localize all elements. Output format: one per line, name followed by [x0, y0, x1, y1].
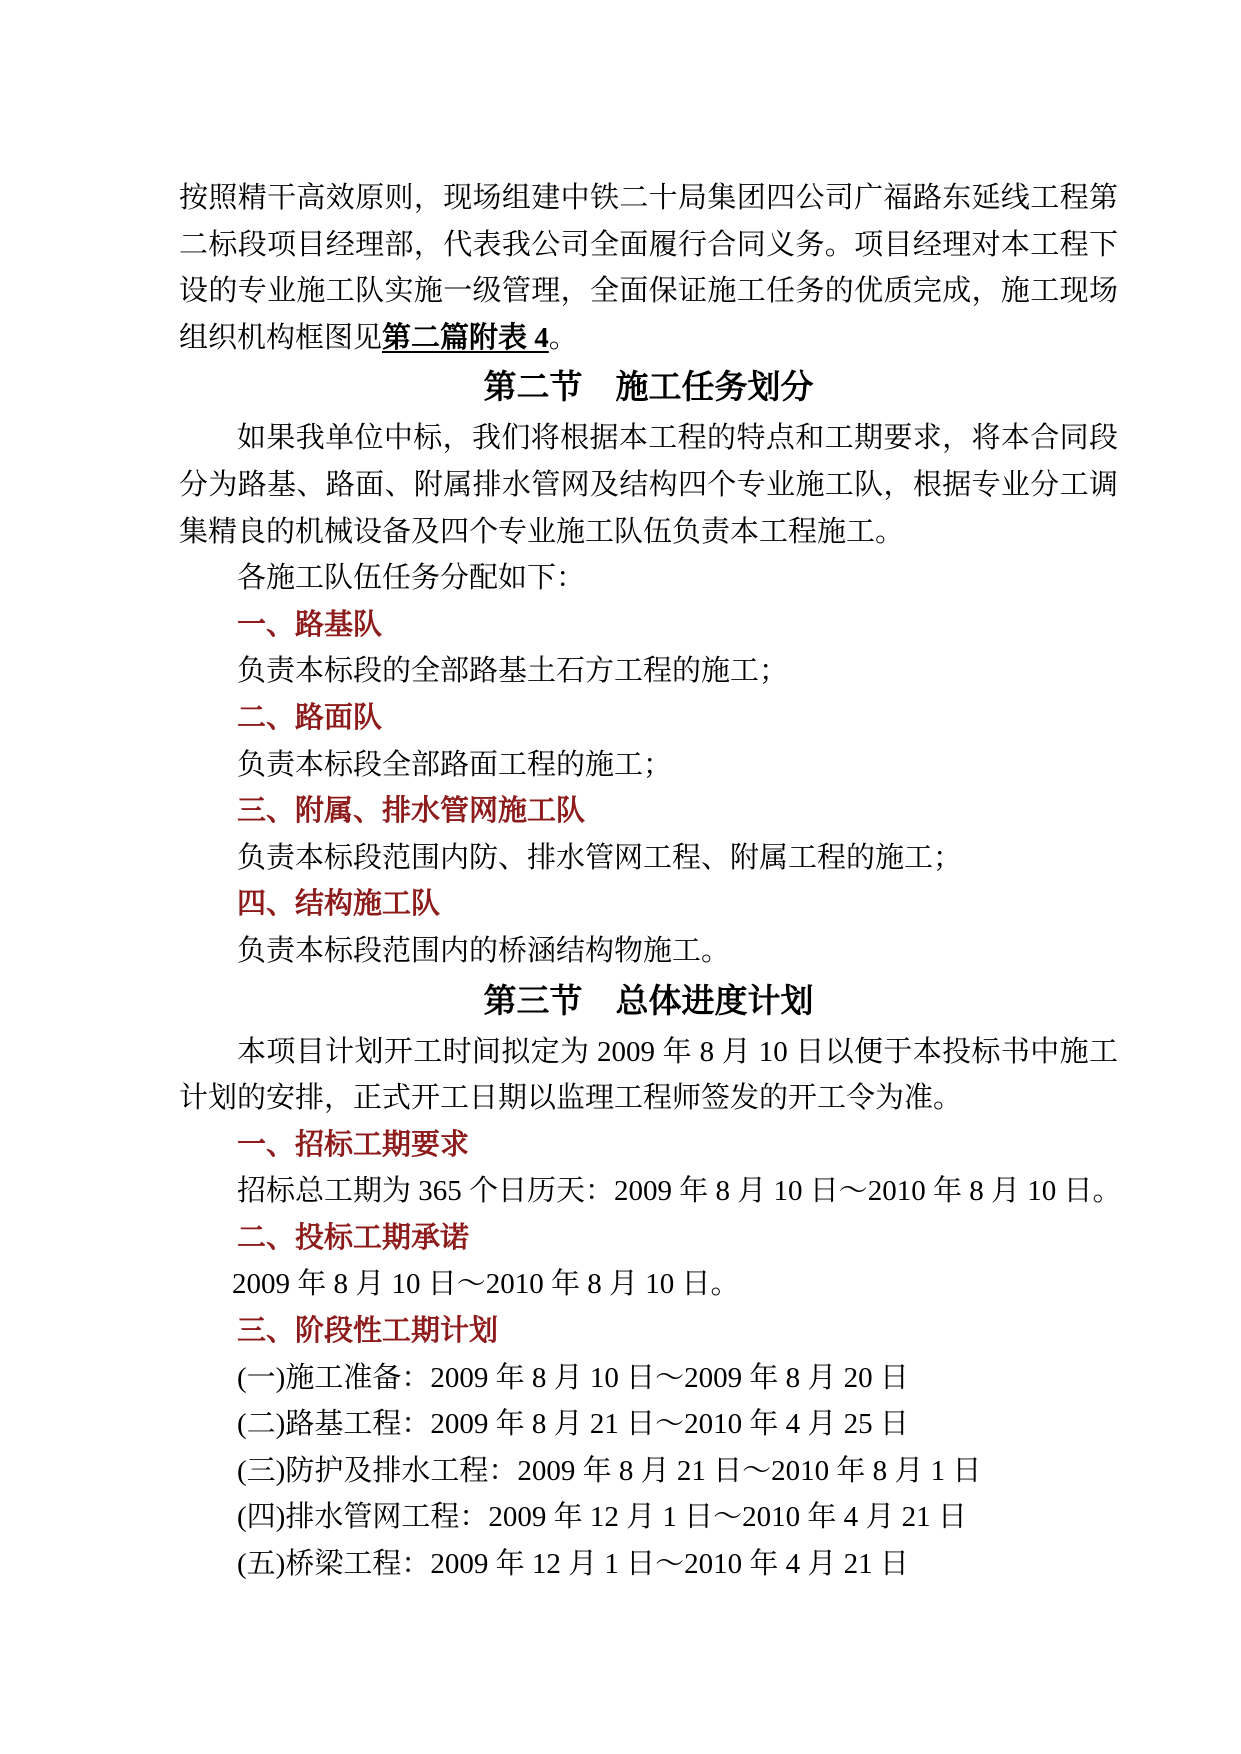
schedule-subheading: 二、投标工期承诺	[237, 1221, 470, 1254]
body-text: 组织机构框图见	[179, 321, 383, 354]
phase-item: (一)施工准备：2009 年 8 月 10 日～2009 年 8 月 20 日	[237, 1361, 909, 1394]
appendix-reference: 第二篇附表 4	[382, 321, 549, 354]
body-text-line: 本项目计划开工时间拟定为 2009 年 8 月 10 日以便于本投标书中施工	[237, 1035, 1118, 1068]
section-heading: 第三节 总体进度计划	[483, 983, 814, 1020]
body-text-line: 分为路基、路面、附属排水管网及结构四个专业施工队，根据专业分工调	[179, 468, 1118, 501]
team-duty: 负责本标段的全部路基土石方工程的施工；	[237, 655, 789, 688]
team-subheading: 四、结构施工队	[237, 888, 441, 921]
body-text-line: 各施工队伍任务分配如下：	[237, 562, 586, 595]
phase-item: (五)桥梁工程：2009 年 12 月 1 日～2010 年 4 月 21 日	[237, 1548, 909, 1581]
body-text: 。	[548, 321, 578, 354]
bid-commitment-text: 2009 年 8 月 10 日～2010 年 8 月 10 日。	[232, 1268, 740, 1301]
section-heading: 第二节 施工任务划分	[483, 370, 814, 407]
phase-item: (四)排水管网工程：2009 年 12 月 1 日～2010 年 4 月 21 日	[237, 1501, 967, 1534]
document-body	[179, 175, 1122, 1588]
tender-period-text: 招标总工期为 365 个日历天：2009 年 8 月 10 日～2010 年 8 月 10 日。	[237, 1175, 1122, 1208]
phase-item: (三)防护及排水工程：2009 年 8 月 21 日～2010 年 8 月 1 日	[237, 1454, 982, 1487]
team-duty: 负责本标段全部路面工程的施工；	[237, 748, 673, 781]
body-text-line	[179, 315, 1118, 362]
body-text-line: 二标段项目经理部，代表我公司全面履行合同义务。项目经理对本工程下	[179, 228, 1118, 261]
body-text-line: 计划的安排，正式开工日期以监理工程师签发的开工令为准。	[179, 1082, 963, 1115]
phase-item: (二)路基工程：2009 年 8 月 21 日～2010 年 4 月 25 日	[237, 1408, 909, 1441]
body-text-line: 集精良的机械设备及四个专业施工队伍负责本工程施工。	[179, 515, 905, 548]
team-duty: 负责本标段范围内的桥涵结构物施工。	[237, 934, 731, 967]
team-subheading: 一、路基队	[237, 608, 383, 641]
body-text-line: 设的专业施工队实施一级管理，全面保证施工任务的优质完成，施工现场	[179, 275, 1118, 308]
team-subheading: 二、路面队	[237, 701, 383, 734]
schedule-subheading: 一、招标工期要求	[237, 1128, 470, 1161]
team-subheading: 三、附属、排水管网施工队	[237, 795, 586, 828]
schedule-subheading: 三、阶段性工期计划	[237, 1315, 499, 1348]
body-text-line: 按照精干高效原则，现场组建中铁二十局集团四公司广福路东延线工程第	[179, 182, 1118, 214]
body-text-line: 如果我单位中标，我们将根据本工程的特点和工期要求，将本合同段	[237, 422, 1118, 455]
team-duty: 负责本标段范围内防、排水管网工程、附属工程的施工；	[237, 841, 963, 874]
